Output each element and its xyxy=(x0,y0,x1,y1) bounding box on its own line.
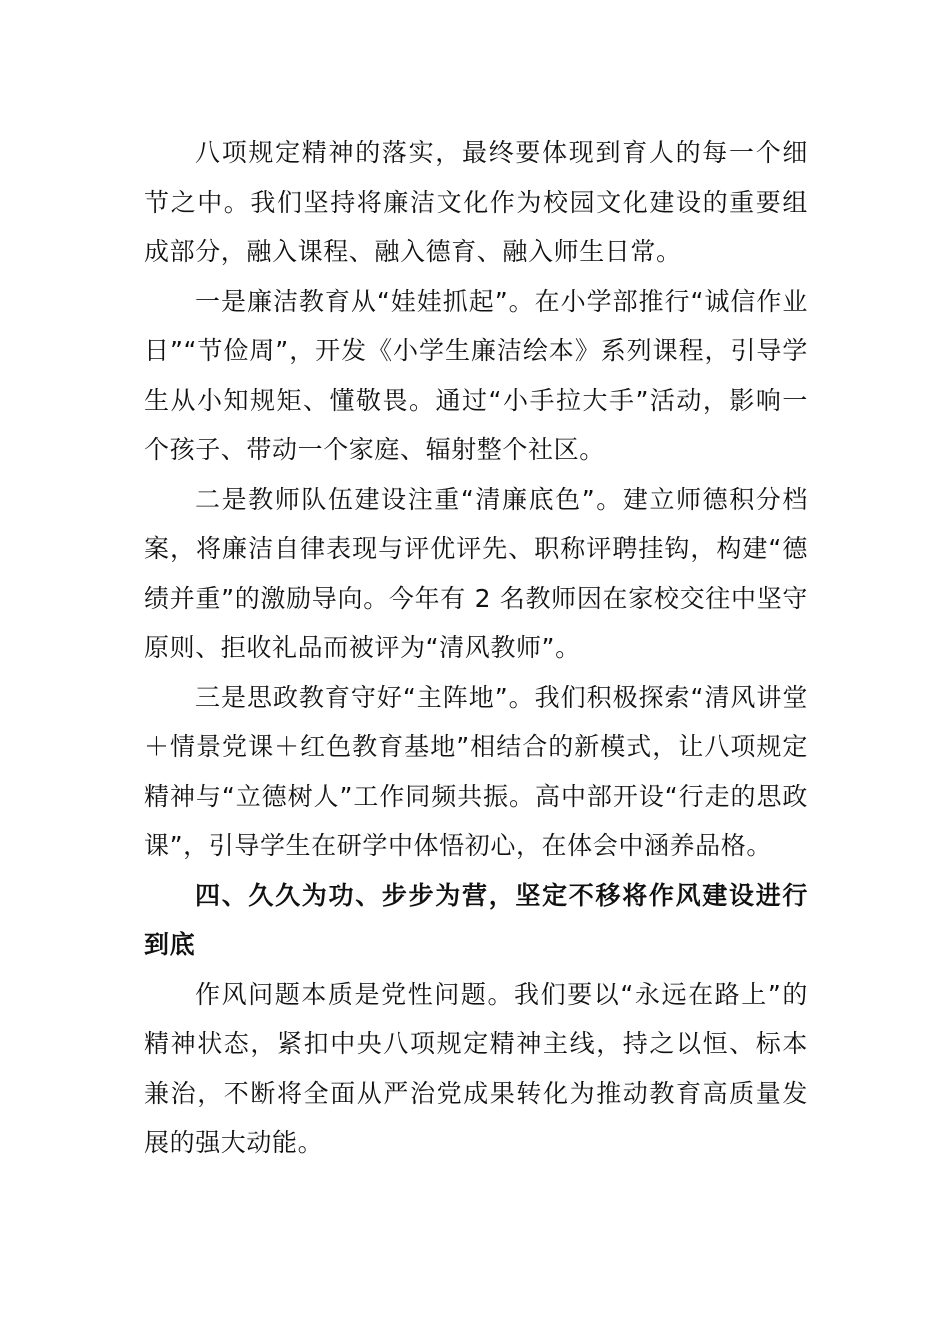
paragraph-integrity-education: 一是廉洁教育从“娃娃抓起”。在小学部推行“诚信作业日”“节俭周”，开发《小学生廉洁绘本》系列课程，引导学生从小知规矩、懂敬畏。通过“小手拉大手”活动，影响一个孩子、带动一个家庭、辐射整个社区。 xyxy=(144,286,808,464)
paragraph-teacher-ethics: 二是教师队伍建设注重“清廉底色”。建立师德积分档案，将廉洁自律表现与评优评先、职称评聘挂钩，构建“德绩并重”的激励导向。今年有 2 名教师因在家校交往中坚守原则、拒收礼品而被评为“清风教师”。 xyxy=(144,484,808,662)
paragraph-closing: 作风问题本质是党性问题。我们要以“永远在路上”的精神状态，紧扣中央八项规定精神主线，持之以恒、标本兼治，不断将全面从严治党成果转化为推动教育高质量发展的强大动能。 xyxy=(144,979,808,1157)
document-body xyxy=(144,128,808,1168)
section-heading: 四、久久为功、步步为营，坚定不移将作风建设进行到底 xyxy=(144,880,808,959)
paragraph-culture-integration: 八项规定精神的落实，最终要体现到育人的每一个细节之中。我们坚持将廉洁文化作为校园文化建设的重要组成部分，融入课程、融入德育、融入师生日常。 xyxy=(144,138,808,266)
paragraph-ideological-education: 三是思政教育守好“主阵地”。我们积极探索“清风讲堂＋情景党课＋红色教育基地”相结合的新模式，让八项规定精神与“立德树人”工作同频共振。高中部开设“行走的思政课”，引导学生在研学中体悟初心，在体会中涵养品格。 xyxy=(144,682,808,860)
